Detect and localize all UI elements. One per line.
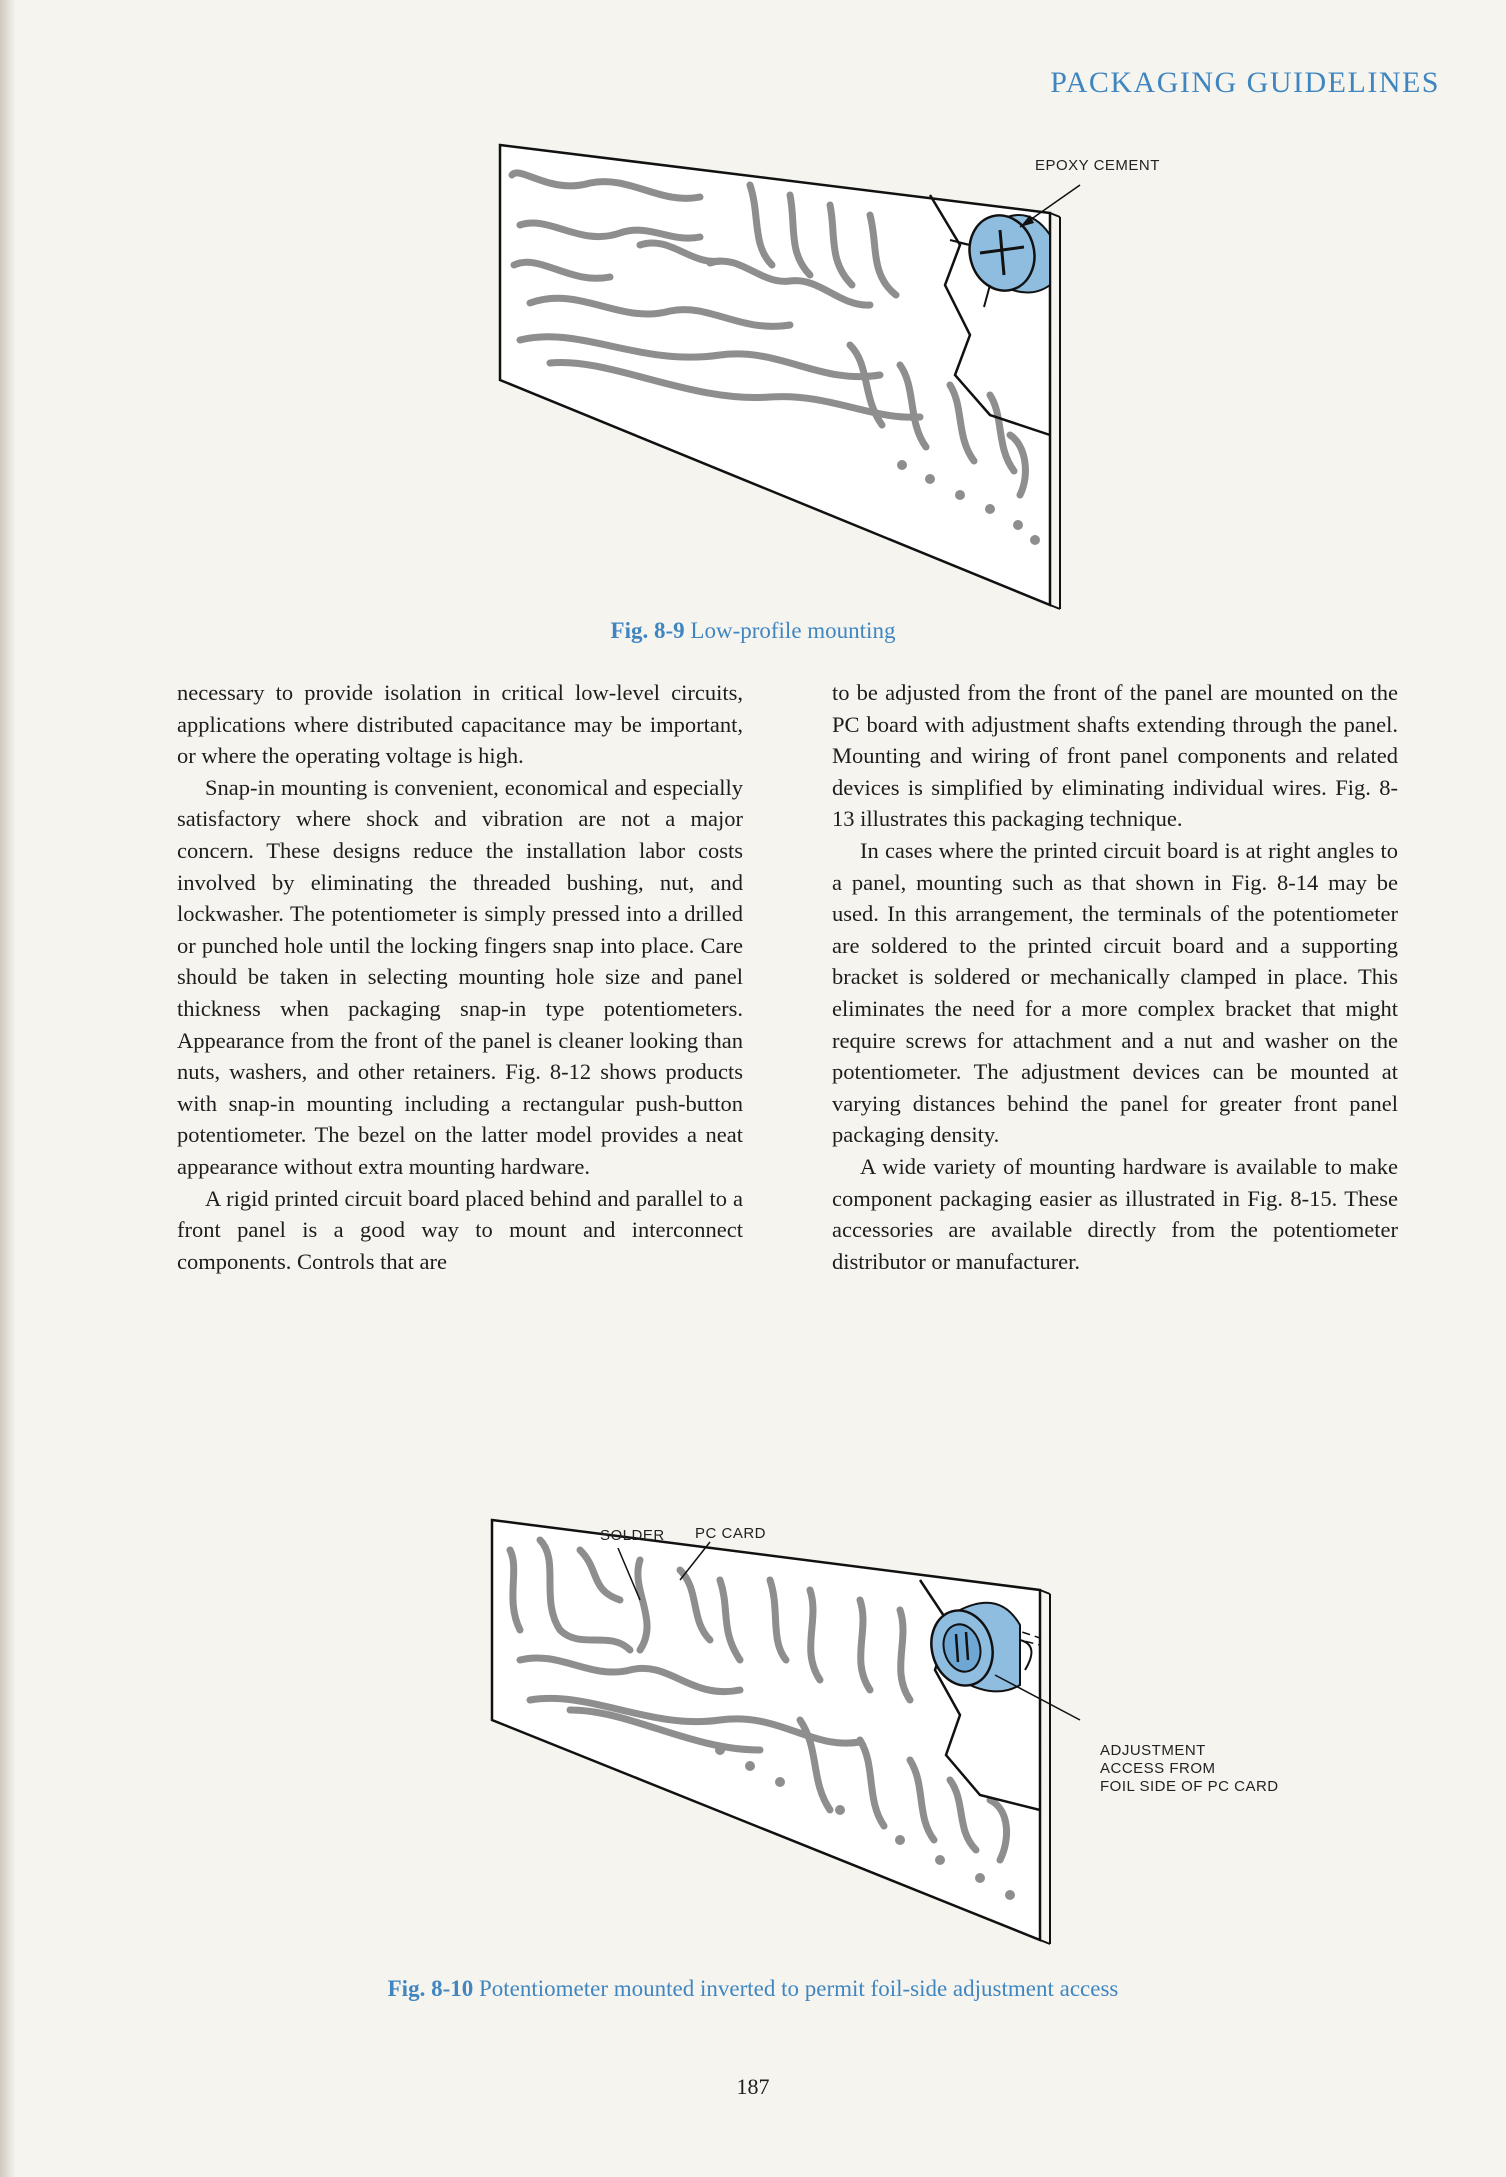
figure-8-10 <box>480 1510 1340 1950</box>
label-adjustment-2: ACCESS FROM <box>1100 1760 1216 1777</box>
paragraph: to be adjusted from the front of the panel are mounted on the PC board with adjustment shafts extending through the panel. Mounting and wiring of front panel components and related devices is simplified by eliminating individual wires. Fig. 8-13 illustrates this packaging technique. <box>832 680 1398 832</box>
paragraph: necessary to provide isolation in critical low-level circuits, applications where distributed capacitance may be important, or where the operating voltage is high. <box>177 680 743 769</box>
figure-8-10-illustration <box>480 1510 1340 1950</box>
caption-fig-8-9-text: Low-profile mounting <box>690 618 896 643</box>
text-column-left <box>177 677 743 1277</box>
label-adjustment-1: ADJUSTMENT <box>1100 1742 1206 1759</box>
page-number: 187 <box>736 2074 770 2099</box>
pc-card <box>492 1520 1040 1940</box>
label-epoxy-cement: EPOXY CEMENT <box>1035 157 1160 174</box>
paragraph: Snap-in mounting is convenient, economical and especially satisfactory where shock and vibration are not a major concern. These designs reduce the installation labor costs involved by eliminating the threaded bushing, nut, and lockwasher. The potentiometer is simply pressed into a drilled or punched hole until the locking fingers snap into place. Care should be taken in selecting mounting hole size and panel thickness when packaging snap-in type potentiometers. Appearance from the front of the panel is cleaner looking than nuts, washers, and other retainers. Fig. 8-12 shows products with snap-in mounting including a rectangular push-button potentiometer. The bezel on the latter model provides a neat appearance without extra mounting hardware. <box>177 774 743 1179</box>
page-edge <box>0 0 16 2177</box>
caption-fig-8-9-number: Fig. 8-9 <box>610 618 685 643</box>
label-pc-card: PC CARD <box>695 1525 767 1542</box>
figure-8-9 <box>490 135 1170 615</box>
caption-fig-8-10-text: Potentiometer mounted inverted to permit foil-side adjustment access <box>478 1976 1119 2001</box>
caption-fig-8-10 <box>0 1976 1506 2002</box>
figure-8-9-illustration <box>490 135 1170 615</box>
caption-fig-8-9 <box>0 618 1506 644</box>
paragraph: A rigid printed circuit board placed behind and parallel to a front panel is a good way to mount and interconnect components. Controls that are <box>177 1185 743 1274</box>
caption-fig-8-10-number: Fig. 8-10 <box>387 1976 474 2001</box>
paragraph: A wide variety of mounting hardware is available to make component packaging easier as illustrated in Fig. 8-15. These accessories are available directly from the potentiometer distributor or manufacturer. <box>832 1153 1398 1274</box>
paragraph: In cases where the printed circuit board is at right angles to a panel, mounting such as that shown in Fig. 8-14 may be used. In this arrangement, the terminals of the potentiometer are soldered to the printed circuit board and a supporting bracket is soldered or mechanically clamped in place. This eliminates the need for a more complex bracket that might require screws for attachment and a nut and washer on the potentiometer. The adjustment devices can be mounted at varying distances behind the panel for greater front panel packaging density. <box>832 837 1398 1148</box>
text-column-right <box>832 677 1398 1277</box>
label-solder: SOLDER <box>600 1527 665 1544</box>
label-adjustment-3: FOIL SIDE OF PC CARD <box>1100 1778 1279 1795</box>
running-head: PACKAGING GUIDELINES <box>1050 66 1440 99</box>
pc-board <box>500 145 1050 605</box>
